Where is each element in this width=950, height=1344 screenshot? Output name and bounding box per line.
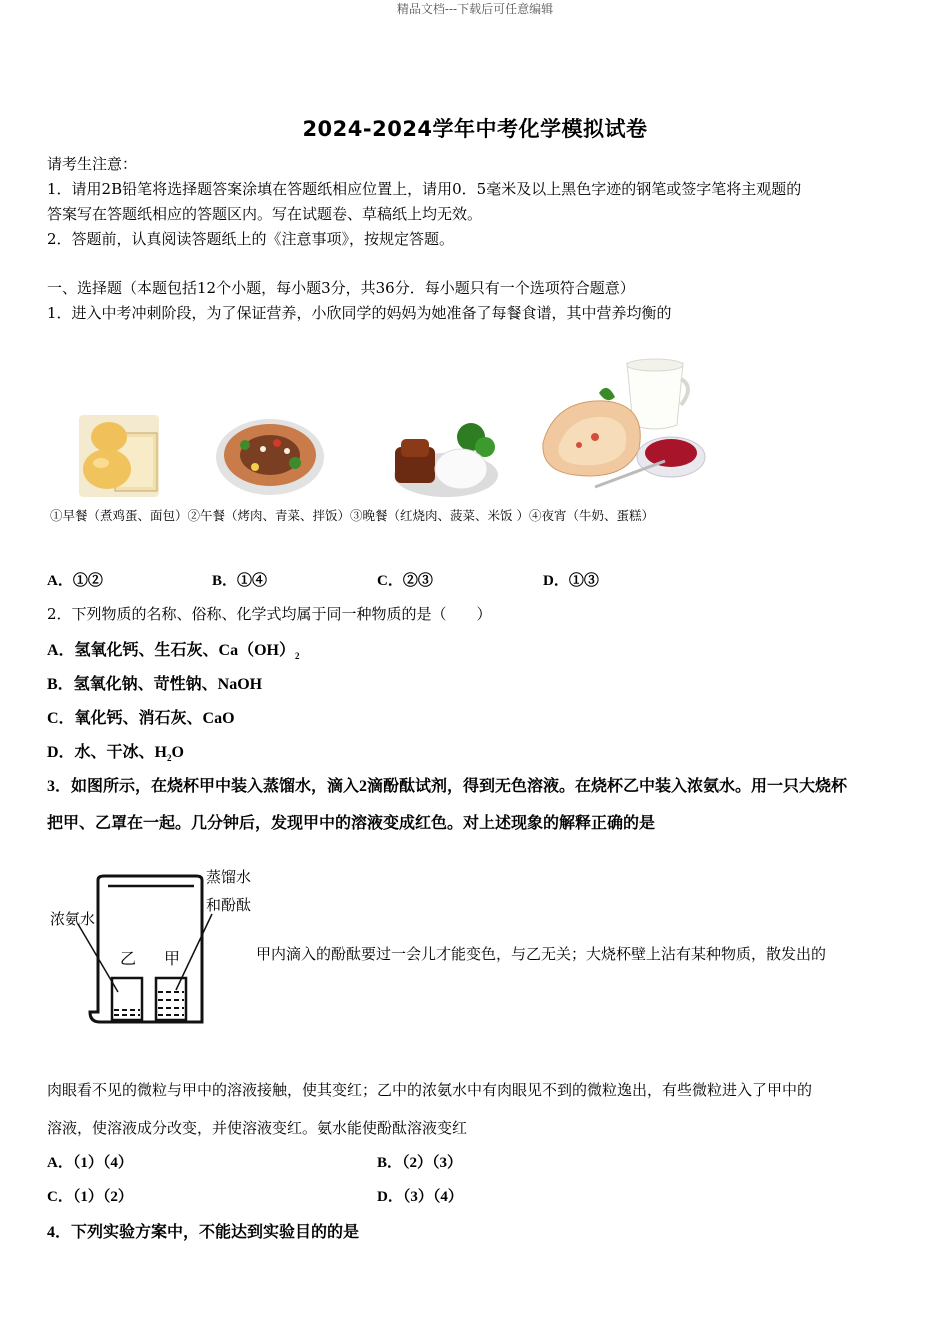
notice-line-2: 2．答题前，认真阅读答题纸上的《注意事项》，按规定答题。 — [47, 230, 455, 248]
label-distilled-water: 蒸馏水 — [206, 868, 252, 886]
label-phenolphthalein: 和酚酞 — [206, 896, 252, 914]
q1-option-d[interactable]: D．①③ — [543, 573, 599, 589]
q2-option-d[interactable]: D．水、干冰、$H_2O$ — [47, 744, 184, 764]
notice-line-1b: 答案写在答题纸相应的答题区内。写在试题卷、草稿纸上均无效。 — [47, 205, 483, 223]
label-beaker-jia: 甲 — [164, 949, 181, 968]
section-heading: 一、选择题（本题包括12个小题，每小题3分，共36分．每小题只有一个选项符合题意） — [47, 279, 635, 297]
snack-image — [535, 353, 707, 503]
breakfast-image — [79, 415, 159, 497]
q3-stem-2: 把甲、乙罩在一起。几分钟后，发现甲中的溶液变成红色。对上述现象的解释正确的是 — [47, 815, 656, 832]
q3-option-d[interactable]: D．（3）（4） — [377, 1189, 463, 1205]
lunch-image — [215, 415, 326, 497]
notice-line-1a: 1．请用2B铅笔将选择题答案涂填在答题纸相应位置上，请用0．5毫米及以上黑色字迹的钢笔或签字笔将主观题的 — [47, 180, 802, 198]
q1-caption: ①早餐（煮鸡蛋、面包）②午餐（烤肉、青菜、拌饭）③晚餐（红烧肉、菠菜、米饭 ）④夜宵（牛奶、蛋糕） — [50, 508, 654, 523]
notice-heading: 请考生注意： — [47, 155, 138, 173]
q3-option-c[interactable]: C．（1）（2） — [47, 1189, 133, 1205]
page-title: 2024-2024学年中考化学模拟试卷 — [302, 117, 648, 141]
q3-stem-1: 3．如图所示，在烧杯甲中装入蒸馏水，滴入2滴酚酞试剂，得到无色溶液。在烧杯乙中装入浓氨水。用一只大烧杯 — [47, 778, 848, 795]
q2-stem: 2．下列物质的名称、俗称、化学式均属于同一种物质的是（ ） — [47, 605, 492, 623]
q2-option-c[interactable]: C．氧化钙、消石灰、CaO — [47, 710, 235, 727]
page-header: 精品文档---下载后可任意编辑 — [396, 2, 554, 16]
q1-option-b[interactable]: B．①④ — [212, 573, 268, 589]
beaker-diagram — [48, 862, 258, 1034]
dinner-image — [391, 417, 498, 499]
q1-option-a[interactable]: A．①② — [47, 573, 103, 589]
q1-option-c[interactable]: C．②③ — [377, 573, 433, 589]
label-beaker-yi: 乙 — [120, 949, 137, 968]
label-ammonia: 浓氨水 — [50, 910, 96, 928]
q2-option-b[interactable]: B．氢氧化钠、苛性钠、NaOH — [47, 676, 263, 693]
q3-option-b[interactable]: B．（2）（3） — [377, 1155, 463, 1171]
q4-stem: 4．下列实验方案中，不能达到实验目的的是 — [47, 1224, 360, 1241]
q3-text-3: 溶液，使溶液成分改变，并使溶液变红。氨水能使酚酞溶液变红 — [47, 1119, 468, 1137]
q3-text-1: 甲内滴入的酚酞要过一会儿才能变色，与乙无关；大烧杯壁上沾有某种物质，散发出的 — [256, 945, 827, 963]
q3-text-2: 肉眼看不见的微粒与甲中的溶液接触，使其变红；乙中的浓氨水中有肉眼见不到的微粒逸出，有些微粒进入了甲中的 — [47, 1081, 813, 1099]
q1-stem: 1．进入中考冲刺阶段，为了保证营养，小欣同学的妈妈为她准备了每餐食谱，其中营养均衡的 — [47, 304, 672, 322]
q3-option-a[interactable]: A．（1）（4） — [47, 1155, 133, 1171]
q2-option-a[interactable]: A．氢氧化钙、生石灰、$Ca(OH)_2$ — [47, 642, 300, 662]
